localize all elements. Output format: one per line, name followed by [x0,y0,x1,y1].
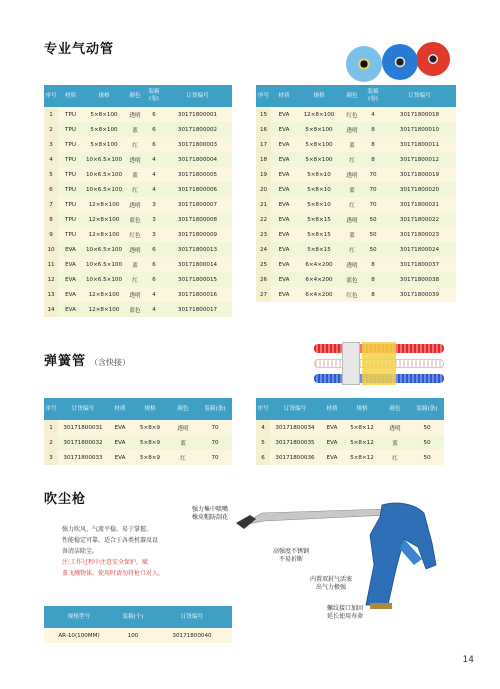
callout-tube [262,548,320,564]
callout-line: 不易折断 [278,556,303,563]
table-cell: 30171800011 [383,137,456,152]
header-order-no: 订货编号 [152,606,232,628]
table-cell: 5×8×9 [132,450,168,465]
table-row [44,450,232,465]
header-order-no: 订货编号 [58,398,108,420]
pneumatic-table-right [256,85,456,302]
table-header-row [256,398,444,420]
cell-order-no: 30171800040 [152,628,232,643]
table-cell: EVA [58,272,83,287]
cell-index: 26 [256,272,271,287]
table-cell: 70 [363,167,383,182]
cell-index: 17 [256,137,271,152]
header-packing: 装箱(个) [114,606,152,628]
table-cell: 6 [145,242,163,257]
callout-line: 内置双封气活塞 [309,576,352,583]
table-row [44,242,232,257]
table-cell: 红色 [341,107,363,122]
table-cell: 70 [198,435,232,450]
table-row [44,182,232,197]
table-row [256,182,456,197]
callout-line: 高强度不锈钢 [272,548,309,555]
table-cell: 蓝 [125,257,145,272]
table-row [256,287,456,302]
callout-line: 螺纹接口加固 [326,605,363,612]
table-cell: 12×8×100 [297,107,341,122]
cell-index: 1 [44,420,58,435]
table-cell: 4 [145,302,163,317]
table-header-row [44,85,232,107]
table-cell: 10×6.5×100 [83,242,125,257]
callout-line: 延长使用寿命 [326,613,363,620]
table-cell: EVA [271,197,297,212]
cell-index: 16 [256,122,271,137]
table-row [44,167,232,182]
table-cell: 蓝 [380,435,410,450]
table-cell: EVA [108,420,132,435]
hose-spools-image [340,40,450,84]
table-cell: 透明 [125,197,145,212]
table-row [44,107,232,122]
table-cell: EVA [108,450,132,465]
table-cell: 蓝 [125,122,145,137]
table-cell: 红 [341,242,363,257]
header-material: 材质 [58,85,83,107]
table-cell: 透明 [341,122,363,137]
callout-valve [298,576,364,592]
cell-index: 2 [44,435,58,450]
table-cell: 4 [145,167,163,182]
callout-line: 出气力极强 [315,584,346,591]
table-row [256,212,456,227]
table-cell: 5×8×100 [297,122,341,137]
table-cell: TPU [58,152,83,167]
table-cell: 50 [410,450,444,465]
table-row [256,107,456,122]
table-cell: 12×8×100 [83,212,125,227]
table-row [256,122,456,137]
spring-table-left [44,398,232,465]
table-cell: 透明 [125,242,145,257]
table-cell: 10×6.5×100 [83,257,125,272]
table-row [44,435,232,450]
table-cell: 透明 [380,420,410,435]
cell-index: 24 [256,242,271,257]
table-cell: 30171800001 [163,107,232,122]
table-cell: 6×4×200 [297,287,341,302]
table-cell: 红 [125,182,145,197]
table-row [44,287,232,302]
table-cell: EVA [58,242,83,257]
table-cell: 30171800034 [270,420,320,435]
header-spec: 规格 [132,398,168,420]
header-index: 序号 [44,398,58,420]
table-cell: 透明 [125,107,145,122]
table-cell: EVA [271,137,297,152]
table-cell: EVA [271,272,297,287]
header-color: 颜色 [168,398,198,420]
cell-index: 10 [44,242,58,257]
spring-section-title [44,350,130,369]
cell-index: 23 [256,227,271,242]
table-row [44,137,232,152]
table-cell: 6 [145,107,163,122]
table-cell: 10×6.5×100 [83,167,125,182]
header-material: 材质 [108,398,132,420]
header-material: 材质 [320,398,344,420]
pneumatic-section-title: 专业气动管 [44,42,115,57]
cell-index: 22 [256,212,271,227]
blower-table [44,606,232,643]
table-cell: 30171800013 [163,242,232,257]
table-cell: 8 [363,122,383,137]
table-cell: 5×8×12 [344,450,380,465]
callout-thread [312,605,378,621]
cell-index: 1 [44,107,58,122]
header-packing: 装箱(卷) [363,85,383,107]
table-cell: 6 [145,272,163,287]
table-cell: 30171800015 [163,272,232,287]
table-row [44,152,232,167]
table-cell: EVA [58,257,83,272]
cell-index: 12 [44,272,58,287]
table-row [256,137,456,152]
table-cell: 50 [363,227,383,242]
cell-index: 9 [44,227,58,242]
table-row [44,212,232,227]
table-cell: 8 [363,272,383,287]
table-cell: EVA [271,107,297,122]
table-cell: 红 [341,152,363,167]
cell-index: 7 [44,197,58,212]
table-cell: 蓝色 [125,212,145,227]
header-order-no: 订货编号 [383,85,456,107]
table-cell: 50 [410,435,444,450]
table-cell: 30171800006 [163,182,232,197]
table-cell: 红色 [125,227,145,242]
table-cell: TPU [58,212,83,227]
table-cell: 5×8×10 [297,167,341,182]
cell-index: 11 [44,257,58,272]
spring-subtitle: （含快接） [90,358,131,367]
table-row [44,257,232,272]
table-row [256,435,444,450]
spring-hoses-image [310,340,448,390]
table-cell: 红 [341,197,363,212]
table-cell: 5×8×12 [344,420,380,435]
table-cell: 12×8×100 [83,302,125,317]
cell-index: 18 [256,152,271,167]
cell-index: 3 [44,450,58,465]
table-cell: 30171800003 [163,137,232,152]
table-cell: 5×8×100 [83,122,125,137]
table-cell: 透明 [341,212,363,227]
spring-table-right [256,398,444,465]
table-cell: 50 [363,212,383,227]
table-cell: 70 [363,182,383,197]
table-cell: 蓝 [341,227,363,242]
table-cell: 8 [363,287,383,302]
table-cell: 8 [363,257,383,272]
table-cell: 30171800032 [58,435,108,450]
table-cell: EVA [58,302,83,317]
cell-index: 6 [256,450,270,465]
table-cell: 5×8×9 [132,435,168,450]
table-cell: EVA [271,242,297,257]
table-cell: 30171800017 [163,302,232,317]
table-cell: 透明 [341,257,363,272]
header-spec: 规格 [344,398,380,420]
callout-line: 强力集中喷嘴 [191,506,228,513]
table-cell: 5×8×100 [83,137,125,152]
table-row [256,152,456,167]
table-cell: 蓝色 [125,302,145,317]
table-cell: 4 [363,107,383,122]
table-row [256,167,456,182]
page-number: 14 [462,655,474,665]
table-cell: 透明 [168,420,198,435]
header-order-no: 订货编号 [163,85,232,107]
table-row [44,302,232,317]
table-cell: 30171800035 [270,435,320,450]
table-cell: 4 [145,152,163,167]
header-index: 序号 [256,398,270,420]
table-cell: 70 [363,197,383,212]
table-cell: 12×8×100 [83,197,125,212]
table-cell: 透明 [125,152,145,167]
header-packing: 装箱(卷) [145,85,163,107]
cell-index: 13 [44,287,58,302]
table-cell: 30171800019 [383,167,456,182]
cell-index: 27 [256,287,271,302]
table-cell: EVA [271,182,297,197]
header-spec: 规格 [83,85,125,107]
header-spec: 规格 [297,85,341,107]
cell-index: 20 [256,182,271,197]
table-cell: 5×8×15 [297,212,341,227]
table-cell: 5×8×10 [297,182,341,197]
header-index: 序号 [44,85,58,107]
table-cell: 蓝色 [341,272,363,287]
table-cell: TPU [58,137,83,152]
table-cell: EVA [320,435,344,450]
table-row [256,197,456,212]
warning-line: 盖飞溅物体，使用时请勿将枪口对人。 [62,570,165,577]
spring-title-text: 弹簧管 [44,354,87,369]
table-cell: TPU [58,107,83,122]
table-row [44,122,232,137]
table-cell: EVA [108,435,132,450]
cell-index: 2 [44,122,58,137]
cell-model: AR-10(100MM) [44,628,114,643]
table-cell: 10×6.5×100 [83,182,125,197]
callout-line: 橡皮帽防刮花 [191,514,228,521]
table-cell: 30171800024 [383,242,456,257]
table-header-row [44,606,232,628]
table-cell: 透明 [341,167,363,182]
table-cell: 50 [363,242,383,257]
table-cell: 6×4×200 [297,257,341,272]
table-cell: 6×4×200 [297,272,341,287]
table-cell: 30171800022 [383,212,456,227]
table-cell: 8 [363,152,383,167]
cell-index: 25 [256,257,271,272]
table-cell: TPU [58,197,83,212]
cell-index: 15 [256,107,271,122]
table-cell: 4 [145,182,163,197]
table-cell: 30171800002 [163,122,232,137]
table-cell: 红 [125,137,145,152]
table-cell: 6 [145,137,163,152]
table-cell: 红色 [341,287,363,302]
cell-index: 19 [256,167,271,182]
table-cell: 70 [198,420,232,435]
table-cell: 30171800021 [383,197,456,212]
table-cell: TPU [58,227,83,242]
table-cell: 5×8×15 [297,242,341,257]
table-cell: 30171800038 [383,272,456,287]
table-row [256,272,456,287]
table-cell: 5×8×15 [297,227,341,242]
table-cell: 3 [145,212,163,227]
desc-line: 性能稳定可靠，适合于各类机器及设 [62,537,159,544]
table-header-row [44,398,232,420]
table-header-row [256,85,456,107]
cell-index: 5 [256,435,270,450]
table-cell: 红 [168,450,198,465]
table-cell: 30171800018 [383,107,456,122]
table-cell: 3 [145,197,163,212]
warning-line: 注:工作过程中注意安全保护，赋 [62,559,149,566]
table-cell: 3 [145,227,163,242]
cell-index: 14 [44,302,58,317]
table-cell: 6 [145,257,163,272]
table-cell: 12×8×100 [83,227,125,242]
cell-index: 4 [256,420,270,435]
cell-index: 21 [256,197,271,212]
table-cell: 30171800016 [163,287,232,302]
header-packing: 装箱(条) [198,398,232,420]
table-cell: 30171800007 [163,197,232,212]
table-cell: 6 [145,122,163,137]
table-cell: 5×8×12 [344,435,380,450]
table-cell: 30171800033 [58,450,108,465]
cell-index: 8 [44,212,58,227]
blower-section-title: 吹尘枪 [44,492,87,507]
desc-line: 备清洁除尘。 [62,548,99,555]
table-cell: 50 [410,420,444,435]
table-cell: 10×6.5×100 [83,152,125,167]
table-cell: 蓝 [168,435,198,450]
table-cell: 蓝 [341,182,363,197]
table-cell: 30171800009 [163,227,232,242]
table-cell: 30171800037 [383,257,456,272]
table-cell: 蓝 [341,137,363,152]
table-cell: 8 [363,137,383,152]
cell-index: 5 [44,167,58,182]
header-order-no: 订货编号 [270,398,320,420]
table-cell: TPU [58,167,83,182]
callout-nozzle [178,506,242,522]
table-cell: EVA [271,287,297,302]
table-cell: 5×8×100 [297,137,341,152]
table-cell: 30171800036 [270,450,320,465]
blower-description [62,524,202,579]
table-row [256,450,444,465]
desc-line: 强力吹风、气流平稳、易于掌握、 [62,526,153,533]
table-cell: 30171800014 [163,257,232,272]
cell-index: 6 [44,182,58,197]
table-cell: EVA [271,167,297,182]
table-cell: EVA [320,420,344,435]
table-row [44,628,232,643]
table-row [44,272,232,287]
table-cell: 30171800010 [383,122,456,137]
table-cell: 红 [125,272,145,287]
table-cell: 30171800039 [383,287,456,302]
table-cell: 5×8×10 [297,197,341,212]
table-cell: EVA [271,212,297,227]
table-cell: 30171800008 [163,212,232,227]
table-cell: 10×6.5×100 [83,272,125,287]
header-model: 规格型号 [44,606,114,628]
table-cell: EVA [271,152,297,167]
table-cell: EVA [271,122,297,137]
header-material: 材质 [271,85,297,107]
table-row [44,420,232,435]
table-cell: 5×8×9 [132,420,168,435]
table-cell: 30171800020 [383,182,456,197]
table-cell: 70 [198,450,232,465]
table-row [256,257,456,272]
header-index: 序号 [256,85,271,107]
table-cell: 12×8×100 [83,287,125,302]
table-cell: TPU [58,122,83,137]
cell-packing: 100 [114,628,152,643]
table-cell: 30171800012 [383,152,456,167]
header-packing: 装箱(条) [410,398,444,420]
table-cell: EVA [58,287,83,302]
table-cell: 红 [380,450,410,465]
table-row [44,197,232,212]
cell-index: 4 [44,152,58,167]
table-cell: 5×8×100 [297,152,341,167]
table-row [256,242,456,257]
pneumatic-table-left [44,85,232,317]
table-cell: 4 [145,287,163,302]
header-color: 颜色 [341,85,363,107]
header-color: 颜色 [125,85,145,107]
table-cell: EVA [320,450,344,465]
table-cell: 透明 [125,287,145,302]
cell-index: 3 [44,137,58,152]
table-row [44,227,232,242]
header-color: 颜色 [380,398,410,420]
table-row [256,227,456,242]
table-cell: TPU [58,182,83,197]
table-cell: 30171800004 [163,152,232,167]
table-cell: 5×8×100 [83,107,125,122]
table-cell: 蓝 [125,167,145,182]
table-cell: EVA [271,227,297,242]
table-cell: 30171800005 [163,167,232,182]
table-row [256,420,444,435]
table-cell: EVA [271,257,297,272]
table-cell: 30171800023 [383,227,456,242]
table-cell: 30171800031 [58,420,108,435]
